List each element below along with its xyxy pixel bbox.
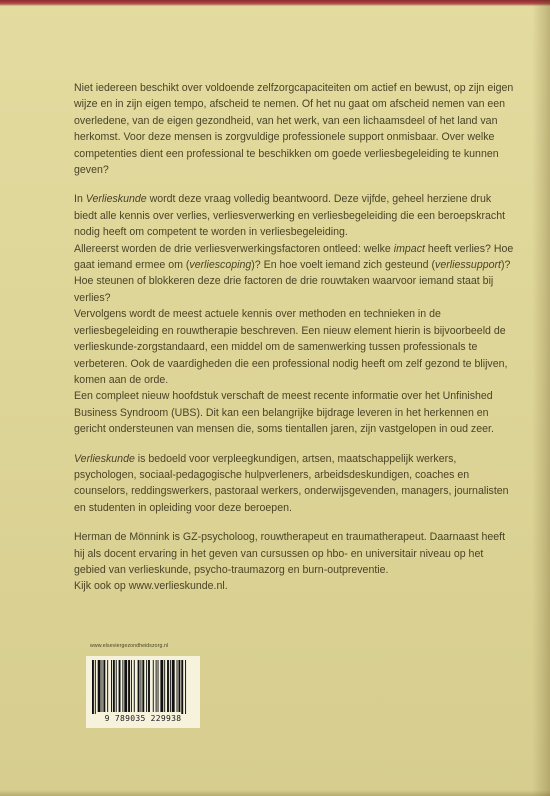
- blurb-paragraph: [74, 388, 514, 437]
- barcode-bar: [119, 660, 121, 712]
- barcode-bar: [178, 660, 180, 712]
- barcode-bar: [116, 660, 117, 712]
- text-run: In: [74, 193, 86, 206]
- barcode-bar: [98, 660, 101, 712]
- barcode-bar: [124, 660, 127, 712]
- text-run: heeft verlies? Hoe gaat iemand ermee om (: [74, 242, 514, 272]
- barcode-bar: [164, 660, 165, 712]
- barcode-bar: [92, 660, 94, 716]
- barcode-bar: [122, 660, 123, 712]
- barcode-bar: [170, 660, 171, 712]
- text-run: Een compleet nieuw hoofdstuk verschaft de meest recente informatie over het Unfinished Business Syndroom (UBS). Dit kan een belangrijke bijdrage leveren in het herkennen en gericht ondersteunen van mensen die, soms tientallen jaren, zijn vastgelopen in oud zeer.: [74, 390, 494, 436]
- barcode-bar: [153, 660, 154, 712]
- barcode-bar: [167, 660, 169, 712]
- blurb-text: [74, 80, 514, 608]
- cover-top-edge: [0, 0, 550, 6]
- isbn-barcode: [86, 656, 200, 728]
- barcode-bar: [111, 660, 112, 712]
- blurb-paragraph: [74, 241, 514, 307]
- barcode-bar: [156, 660, 157, 712]
- italic-term: verliescoping: [189, 259, 252, 272]
- barcode-bar: [185, 660, 186, 716]
- text-run: Herman de Mönnink is GZ-psycholoog, rouwtherapeut en traumatherapeut. Daarnaast heeft hij als docent ervaring in het geven van cursussen op hbo- en universitair niveau op het gebied van verlieskunde, psycho-traumazorg en burn-outpreventie.: [74, 531, 506, 576]
- barcode-bar: [102, 660, 103, 712]
- barcode-bar: [128, 660, 130, 712]
- barcode-bar: [181, 660, 183, 716]
- barcode-bar: [148, 660, 150, 712]
- barcode-bar: [113, 660, 115, 712]
- barcode-bar: [138, 660, 140, 712]
- text-run: Niet iedereen beschikt over voldoende zelfzorgcapaciteiten om actief en bewust, op zijn eigen wijze en in zijn eigen tempo, afscheid te nemen. Of het nu gaat om afscheid nemen van een overledene, van de eigen gezondheid, van het werk, van een lichaamsdeel of het land van herkomst. Voor deze mensen is zorgvuldige professionele support onmisbaar. Over welke competenties dient een professional te beschikken om goede verliesbegeleiding te kunnen geven?: [74, 82, 514, 177]
- text-run: )? En hoe voelt iemand zich gesteund (: [251, 259, 436, 272]
- text-run: is bedoeld voor verpleegkundigen, artsen, maatschappelijk werkers, psychologen, sociaal-pedagogische hulpverleners, arbeidsdeskundigen, coaches en counselors, reddingswerkers, pastoraal werkers, onderwijsgevenden, managers, journalisten en studenten in opleiding voor deze beroepen.: [74, 452, 509, 514]
- italic-term: impact: [393, 242, 425, 255]
- cover-right-shadow: [532, 0, 550, 796]
- text-run: Vervolgens wordt de meest actuele kennis over methoden en technieken in de verliesbegeleiding en rouwtherapie beschreven. Een nieuw element hierin is bijvoorbeeld de verlieskunde-zorgstandaard, een middel om de samenwerking tussen professionals te verbeteren. Ook de vaardigheden die een professional nodig heeft om zelf gezond te blijven, komen aan de orde.: [74, 308, 508, 386]
- barcode-bar: [177, 660, 178, 712]
- text-run: Allereerst worden de drie verliesverwerkingsfactoren ontleed: welke: [74, 242, 394, 255]
- text-run: )? Hoe steunen of blokkeren deze drie factoren de drie rouwtaken waarvoor iemand staat bij verlies?: [74, 259, 511, 304]
- text-run: wordt deze vraag volledig beantwoord. Deze vijfde, geheel herziene druk biedt alle kennis over verlies, verliesverwerking en verliesbegeleiding die een beroepskracht nodig heeft om competent te worden in verliesbegeleiding.: [74, 193, 506, 239]
- italic-term: verliessupport: [435, 259, 501, 272]
- barcode-bar: [172, 660, 175, 712]
- barcode-bar: [131, 660, 132, 712]
- cover-bottom-shadow: [0, 790, 550, 796]
- barcode-bar: [107, 660, 108, 712]
- barcode-bar: [134, 660, 135, 712]
- publisher-url: www.elseviergezondheidszorg.nl: [90, 643, 169, 649]
- italic-term: Verlieskunde: [74, 452, 135, 465]
- blurb-paragraph: [74, 451, 514, 517]
- text-run: Kijk ook op www.verlieskunde.nl.: [74, 580, 228, 593]
- barcode-bars: [86, 656, 200, 716]
- blurb-paragraph: [74, 529, 514, 578]
- barcode-bar: [146, 660, 147, 712]
- barcode-bar: [160, 660, 163, 712]
- blurb-paragraph: [74, 191, 514, 240]
- blurb-paragraph: [74, 80, 514, 178]
- barcode-bar: [95, 660, 96, 716]
- barcode-bar: [142, 660, 144, 712]
- blurb-paragraph: [74, 578, 514, 594]
- barcode-bar: [103, 660, 105, 712]
- barcode-bar: [158, 660, 159, 712]
- blurb-paragraph: [74, 306, 514, 388]
- barcode-bar: [140, 660, 141, 712]
- isbn-number: 9 789035 229938: [86, 714, 200, 723]
- italic-term: Verlieskunde: [85, 193, 147, 206]
